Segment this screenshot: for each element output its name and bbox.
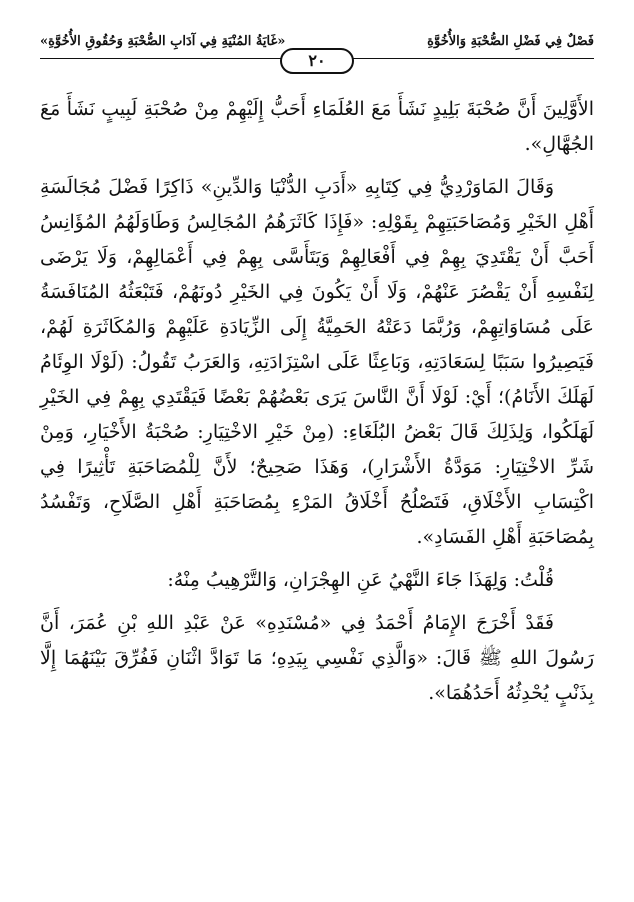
page-body <box>40 92 594 719</box>
paragraph-mawardi-quote: وَقَالَ المَاوَرْدِيُّ فِي كِتَابِهِ «أَدَبِ الدُّنْيَا وَالدِّينِ» ذَاكِرًا فَضْلَ مُجَالَسَةِ أَهْلِ الخَيْرِ وَمُصَاحَبَتِهِمْ بِقَوْلِهِ: «فَإِذَا كَاثَرَهُمُ المُجَالِسُ وَطَاوَلَهُمُ المُؤَانِسُ أَحَبَّ أَنْ يَقْتَدِيَ بِهِمْ فِي أَفْعَالِهِمْ وَيَتَأَسَّى بِهِمْ فِي أَعْمَالِهِمْ، وَلَا يَرْضَى لِنَفْسِهِ أَنْ يَقْصُرَ عَنْهُمْ، وَلَا أَنْ يَكُونَ فِي الخَيْرِ دُونَهُمْ، فَتَبْعَثُهُ المُنَافَسَةُ عَلَى مُسَاوَاتِهِمْ، وَرُبَّمَا دَعَتْهُ الحَمِيَّةُ إِلَى الزِّيَادَةِ عَلَيْهِمْ وَالمُكَاثَرَةِ لَهُمْ، فَيَصِيرُوا سَبَبًا لِسَعَادَتِهِ، وَبَاعِثًا عَلَى اسْتِزَادَتِهِ، وَالعَرَبُ تَقُولُ: (لَوْلَا الوِئَامُ لَهَلَكَ الأَنَامُ)؛ أَيْ: لَوْلَا أَنَّ النَّاسَ يَرَى بَعْضُهُمْ بَعْضًا فَيَقْتَدِي بِهِمْ فِي الخَيْرِ لَهَلَكُوا، وَلِذَلِكَ قَالَ بَعْضُ البُلَغَاءِ: (مِنْ خَيْرِ الاخْتِيَارِ: صُحْبَةُ الأَخْيَارِ، وَمِنْ شَرِّ الاخْتِيَارِ: مَوَدَّةُ الأَشْرَارِ)، وَهَذَا صَحِيحٌ؛ لأَنَّ لِلْمُصَاحَبَةِ تَأْثِيرًا فِي اكْتِسَابِ الأَخْلَاقِ، فَتَصْلُحُ أَخْلَاقُ المَرْءِ بِمُصَاحَبَةِ أَهْلِ الصَّلَاحِ، وَتَفْسُدُ بِمُصَاحَبَةِ أَهْلِ الفَسَادِ». <box>40 176 594 548</box>
paragraph-continuation: الأَوَّلِينَ أَنَّ صُحْبَةَ بَلِيدٍ نَشَأَ مَعَ العُلَمَاءِ أَحَبُّ إِلَيْهِمْ مِنْ صُحْبَةِ لَبِيبٍ نَشَأَ مَعَ الجُهَّالِ». <box>40 98 594 155</box>
chapter-title: فَصْلٌ فِي فَضْلِ الصُّحْبَةِ وَالأُخُوَّةِ <box>427 34 594 49</box>
paragraph-author-note: قُلْتُ: وَلِهَذَا جَاءَ النَّهْيُ عَنِ الهِجْرَانِ، وَالتَّرْهِيبُ مِنْهُ: <box>167 569 554 591</box>
paragraph-hadith: فَقَدْ أَخْرَجَ الإِمَامُ أَحْمَدُ فِي «مُسْنَدِهِ» عَنْ عَبْدِ اللهِ بْنِ عُمَرَ، أَنَّ رَسُولَ اللهِ ﷺ قَالَ: «وَالَّذِي نَفْسِي بِيَدِهِ؛ مَا تَوَادَّ اثْنَانِ فَفُرِّقَ بَيْنَهُمَا إِلَّا بِذَنْبٍ يُحْدِثُهُ أَحَدُهُمَا». <box>40 612 594 704</box>
page-number: ٢٠ <box>280 48 354 74</box>
book-title: «غَايَةُ المُنْيَةِ فِي آدَابِ الصُّحْبَةِ وَحُقُوقِ الأُخُوَّةِ» <box>40 34 286 49</box>
running-header <box>40 28 594 68</box>
